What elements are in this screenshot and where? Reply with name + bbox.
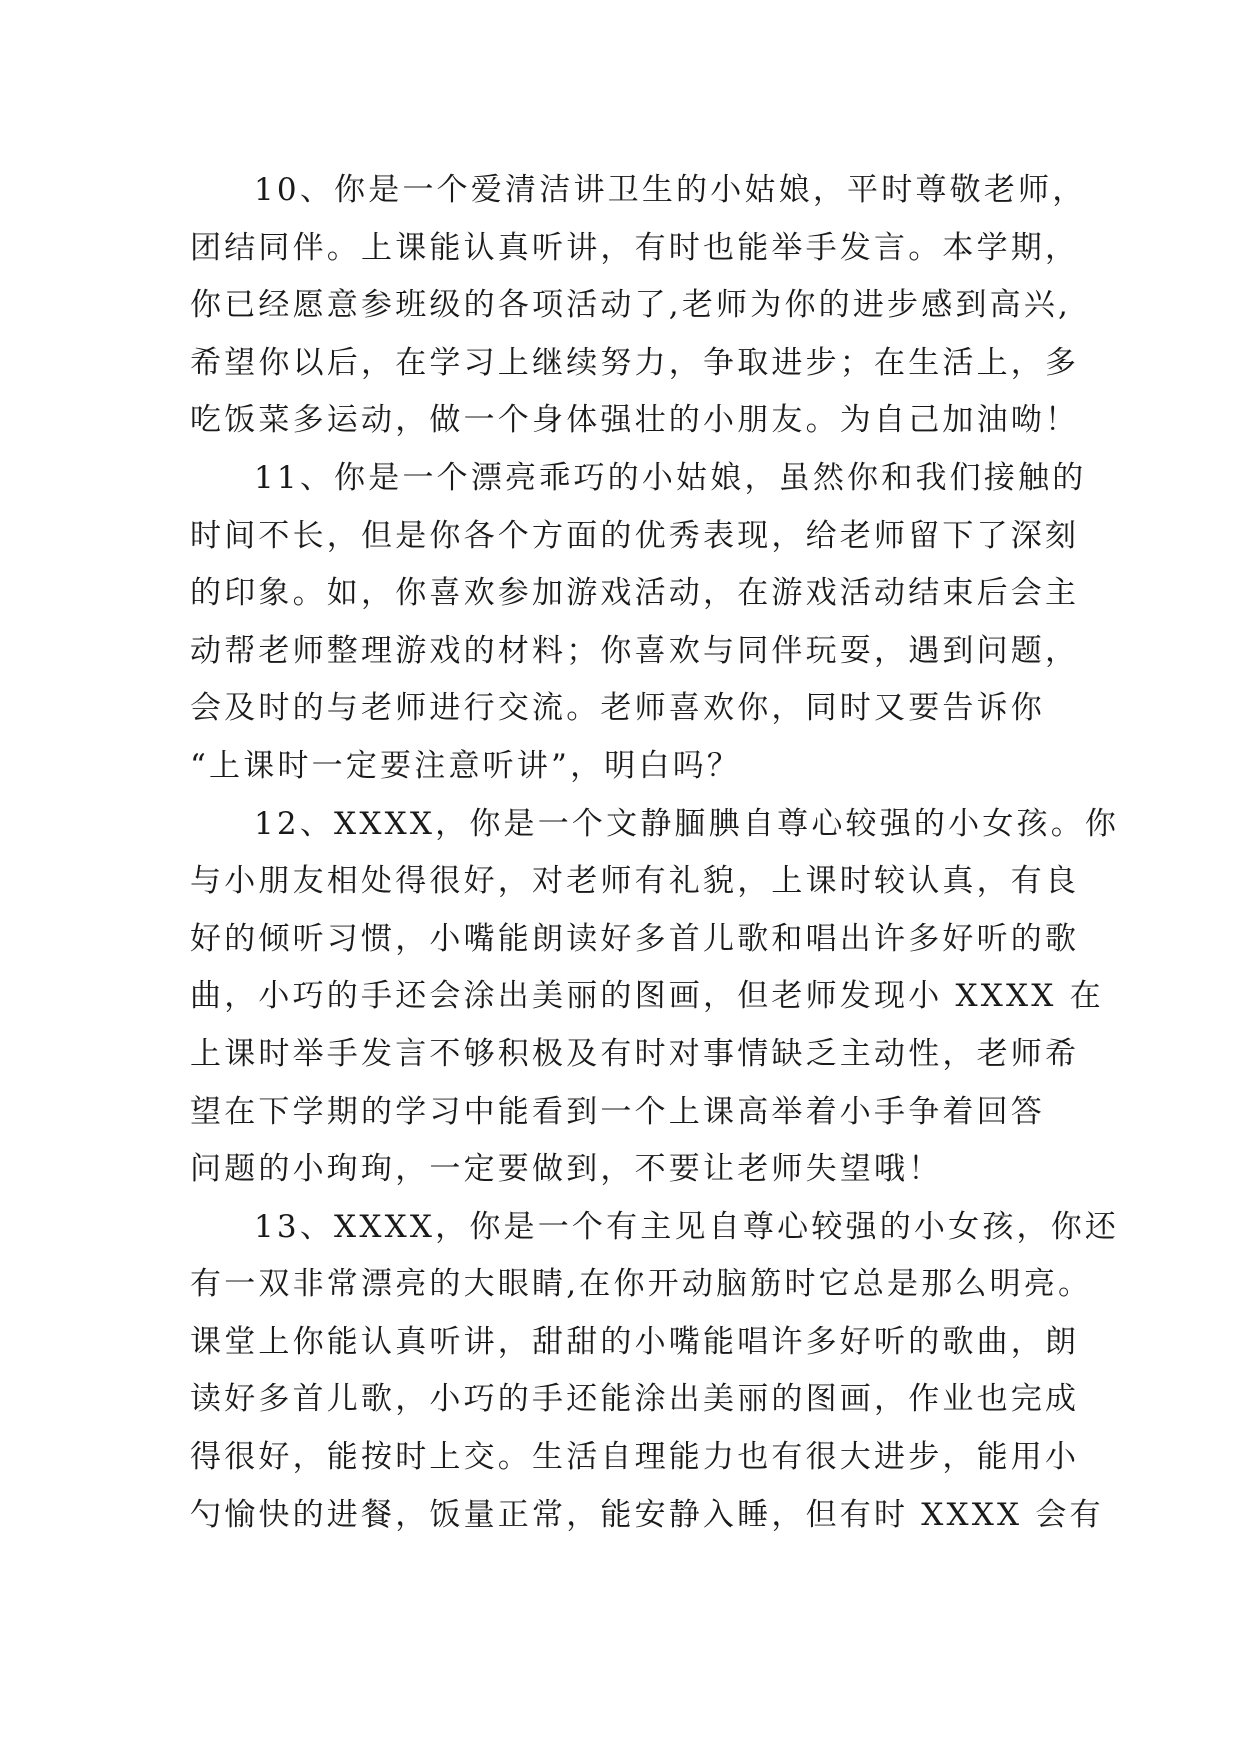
text-line: 团结同伴。上课能认真听讲，有时也能举手发言。本学期， bbox=[190, 229, 1080, 266]
document-body bbox=[190, 162, 1120, 1544]
text-line: 会及时的与老师进行交流。老师喜欢你，同时又要告诉你 bbox=[190, 690, 1045, 727]
text-line: 时间不长，但是你各个方面的优秀表现，给老师留下了深刻 bbox=[190, 517, 1080, 554]
text-line: 你已经愿意参班级的各项活动了,老师为你的进步感到高兴, bbox=[190, 287, 1072, 324]
text-line: 与小朋友相处得很好，对老师有礼貌，上课时较认真，有良 bbox=[190, 863, 1080, 900]
paragraph-11 bbox=[190, 450, 1090, 796]
text-line: 12、XXXX，你是一个文静腼腆自尊心较强的小女孩。你 bbox=[254, 805, 1120, 842]
text-line: 好的倾听习惯，小嘴能朗读好多首儿歌和唱出许多好听的歌 bbox=[190, 920, 1080, 957]
text-line: 读好多首儿歌，小巧的手还能涂出美丽的图画，作业也完成 bbox=[190, 1381, 1080, 1418]
text-line: 望在下学期的学习中能看到一个上课高举着小手争着回答 bbox=[190, 1093, 1045, 1130]
text-line: 10、你是一个爱清洁讲卫生的小姑娘，平时尊敬老师， bbox=[254, 172, 1087, 208]
text-line: 希望你以后，在学习上继续努力，争取进步；在生活上，多 bbox=[190, 344, 1080, 381]
text-line: 动帮老师整理游戏的材料；你喜欢与同伴玩耍，遇到问题， bbox=[190, 632, 1080, 669]
text-line: 问题的小珣珣，一定要做到，不要让老师失望哦！ bbox=[190, 1151, 943, 1188]
text-line: 吃饭菜多运动，做一个身体强壮的小朋友。为自己加油呦！ bbox=[190, 402, 1080, 439]
text-line: 13、XXXX，你是一个有主见自尊心较强的小女孩，你还 bbox=[254, 1208, 1120, 1245]
paragraph-12 bbox=[190, 796, 1120, 1199]
text-line: 的印象。如，你喜欢参加游戏活动，在游戏活动结束后会主 bbox=[190, 575, 1080, 612]
text-line: 曲，小巧的手还会涂出美丽的图画，但老师发现小 XXXX 在 bbox=[190, 978, 1104, 1015]
text-line: 11、你是一个漂亮乖巧的小姑娘，虽然你和我们接触的 bbox=[254, 459, 1087, 496]
paragraph-10 bbox=[190, 162, 1090, 450]
paragraph-13 bbox=[190, 1199, 1120, 1545]
text-line: 有一双非常漂亮的大眼睛,在你开动脑筋时它总是那么明亮。 bbox=[190, 1266, 1093, 1303]
text-line: 勺愉快的进餐，饭量正常，能安静入睡，但有时 XXXX 会有 bbox=[190, 1496, 1104, 1533]
text-line: 得很好，能按时上交。生活自理能力也有很大进步，能用小 bbox=[190, 1439, 1080, 1476]
text-line: 上课时举手发言不够积极及有时对事情缺乏主动性，老师希 bbox=[190, 1035, 1080, 1072]
text-line: 课堂上你能认真听讲，甜甜的小嘴能唱许多好听的歌曲，朗 bbox=[190, 1323, 1080, 1360]
text-line: “上课时一定要注意听讲”，明白吗？ bbox=[190, 747, 742, 784]
